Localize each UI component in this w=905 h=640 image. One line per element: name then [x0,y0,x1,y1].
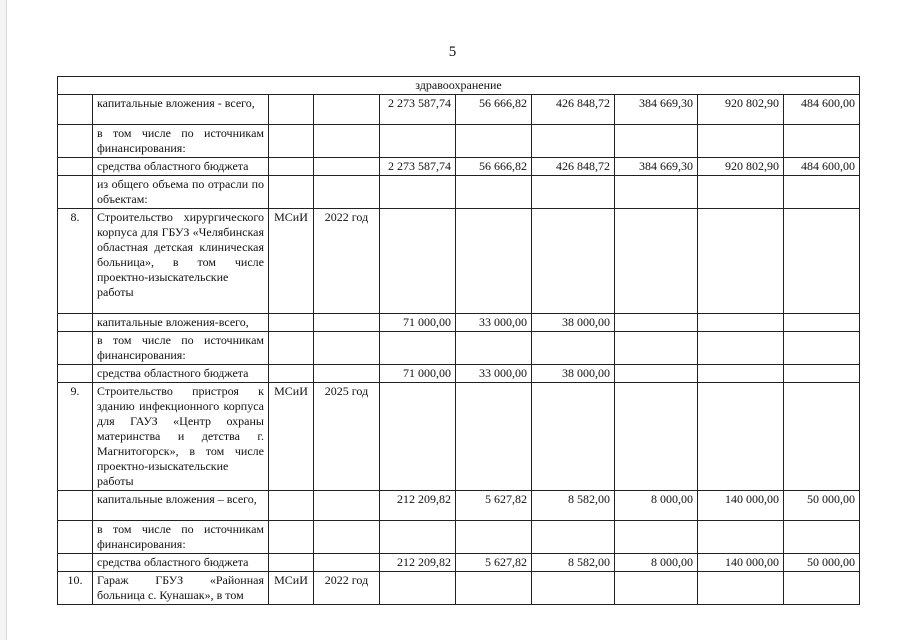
table-row [58,521,860,554]
year-cell [314,491,380,521]
table-row [58,158,860,176]
table-row [58,554,860,572]
value-cell: 71 000,00 [380,365,456,383]
year-cell [314,332,380,365]
value-cell: 8 582,00 [532,554,615,572]
value-cell [615,176,698,209]
table-row [58,332,860,365]
value-cell: 426 848,72 [532,95,615,125]
number-cell [58,125,93,158]
value-cell [784,125,860,158]
value-cell: 484 600,00 [784,158,860,176]
row-label: средства областного бюджета [93,158,269,176]
year-cell: 2022 год [314,209,380,314]
table-row [58,176,860,209]
row-label: в том числе по источникам финансирования: [93,125,269,158]
executor-cell [269,554,314,572]
year-cell [314,158,380,176]
sector-row [58,77,860,95]
row-label: капитальные вложения-всего, [93,314,269,332]
number-cell [58,365,93,383]
number-cell [58,521,93,554]
value-cell [784,314,860,332]
executor-cell [269,521,314,554]
value-cell: 33 000,00 [456,365,532,383]
year-cell [314,314,380,332]
value-cell [784,383,860,491]
object-number: 8. [58,209,93,314]
value-cell [532,383,615,491]
value-cell [380,521,456,554]
value-cell [698,383,784,491]
number-cell [58,176,93,209]
value-cell [380,332,456,365]
number-cell [58,554,93,572]
value-cell [615,125,698,158]
value-cell [532,176,615,209]
number-cell [58,314,93,332]
value-cell [615,383,698,491]
executor-cell [269,491,314,521]
table-row [58,125,860,158]
value-cell: 384 669,30 [615,95,698,125]
value-cell [456,521,532,554]
value-cell [532,209,615,314]
scan-edge [0,0,7,640]
value-cell [615,209,698,314]
value-cell: 71 000,00 [380,314,456,332]
value-cell: 5 627,82 [456,554,532,572]
value-cell [380,209,456,314]
object-number: 10. [58,572,93,605]
number-cell [58,158,93,176]
object-row [58,572,860,605]
value-cell [784,209,860,314]
value-cell [456,332,532,365]
value-cell [456,125,532,158]
value-cell [380,176,456,209]
value-cell [615,521,698,554]
value-cell: 212 209,82 [380,491,456,521]
value-cell: 8 000,00 [615,491,698,521]
value-cell [532,572,615,605]
number-cell [58,332,93,365]
value-cell [698,176,784,209]
table-row [58,314,860,332]
row-label: в том числе по источникам финансирования: [93,332,269,365]
year-cell [314,521,380,554]
value-cell [380,125,456,158]
executor-cell [269,365,314,383]
table-row [58,365,860,383]
row-label: капитальные вложения - всего, [93,95,269,125]
value-cell [456,209,532,314]
value-cell: 484 600,00 [784,95,860,125]
object-row [58,209,860,314]
executor-cell [269,314,314,332]
value-cell: 56 666,82 [456,95,532,125]
value-cell [698,125,784,158]
value-cell: 920 802,90 [698,158,784,176]
object-row [58,383,860,491]
row-label: из общего объема по отрасли по объектам: [93,176,269,209]
year-cell [314,125,380,158]
value-cell [784,176,860,209]
sector-heading: здравоохранение [58,77,860,95]
executor-cell [269,158,314,176]
value-cell [698,209,784,314]
year-cell [314,95,380,125]
row-label: средства областного бюджета [93,365,269,383]
year-cell [314,176,380,209]
year-cell: 2025 год [314,383,380,491]
executor-cell: МСиИ [269,209,314,314]
value-cell [456,383,532,491]
executor-cell: МСиИ [269,383,314,491]
object-number: 9. [58,383,93,491]
value-cell: 426 848,72 [532,158,615,176]
object-name: Строительство пристроя к зданию инфекционного корпуса для ГАУЗ «Центр охраны материнства и детства г. Магнитогорск», в том числе проектно-изыскательские работы [93,383,269,491]
value-cell: 384 669,30 [615,158,698,176]
value-cell [456,176,532,209]
value-cell: 50 000,00 [784,491,860,521]
value-cell [698,314,784,332]
row-label: капитальные вложения – всего, [93,491,269,521]
executor-cell [269,95,314,125]
value-cell: 50 000,00 [784,554,860,572]
value-cell [698,365,784,383]
page-number: 5 [448,44,457,60]
value-cell [532,125,615,158]
value-cell: 212 209,82 [380,554,456,572]
number-cell [58,95,93,125]
value-cell: 2 273 587,74 [380,158,456,176]
value-cell: 38 000,00 [532,365,615,383]
number-cell [58,491,93,521]
executor-cell [269,125,314,158]
executor-cell: МСиИ [269,572,314,605]
value-cell [615,365,698,383]
capital-investment-table [57,76,860,605]
value-cell [615,572,698,605]
object-name: Строительство хирургического корпуса для ГБУЗ «Челябинская областная детская клиническая больница», в том числе проектно-изыскательские работы [93,209,269,314]
value-cell [784,365,860,383]
object-name: Гараж ГБУЗ «Районная больница с. Кунашак», в том [93,572,269,605]
row-label: в том числе по источникам финансирования: [93,521,269,554]
value-cell: 140 000,00 [698,491,784,521]
table-row [58,95,860,125]
row-label: средства областного бюджета [93,554,269,572]
value-cell: 56 666,82 [456,158,532,176]
value-cell: 8 582,00 [532,491,615,521]
value-cell [532,332,615,365]
executor-cell [269,176,314,209]
value-cell: 920 802,90 [698,95,784,125]
year-cell: 2022 год [314,572,380,605]
value-cell: 8 000,00 [615,554,698,572]
table-row [58,491,860,521]
value-cell: 2 273 587,74 [380,95,456,125]
value-cell [784,572,860,605]
value-cell [380,383,456,491]
value-cell [615,314,698,332]
year-cell [314,365,380,383]
value-cell: 5 627,82 [456,491,532,521]
value-cell [698,332,784,365]
value-cell [698,521,784,554]
value-cell: 140 000,00 [698,554,784,572]
value-cell [532,521,615,554]
year-cell [314,554,380,572]
value-cell: 38 000,00 [532,314,615,332]
value-cell [784,521,860,554]
value-cell: 33 000,00 [456,314,532,332]
value-cell [456,572,532,605]
value-cell [784,332,860,365]
executor-cell [269,332,314,365]
value-cell [380,572,456,605]
value-cell [615,332,698,365]
value-cell [698,572,784,605]
